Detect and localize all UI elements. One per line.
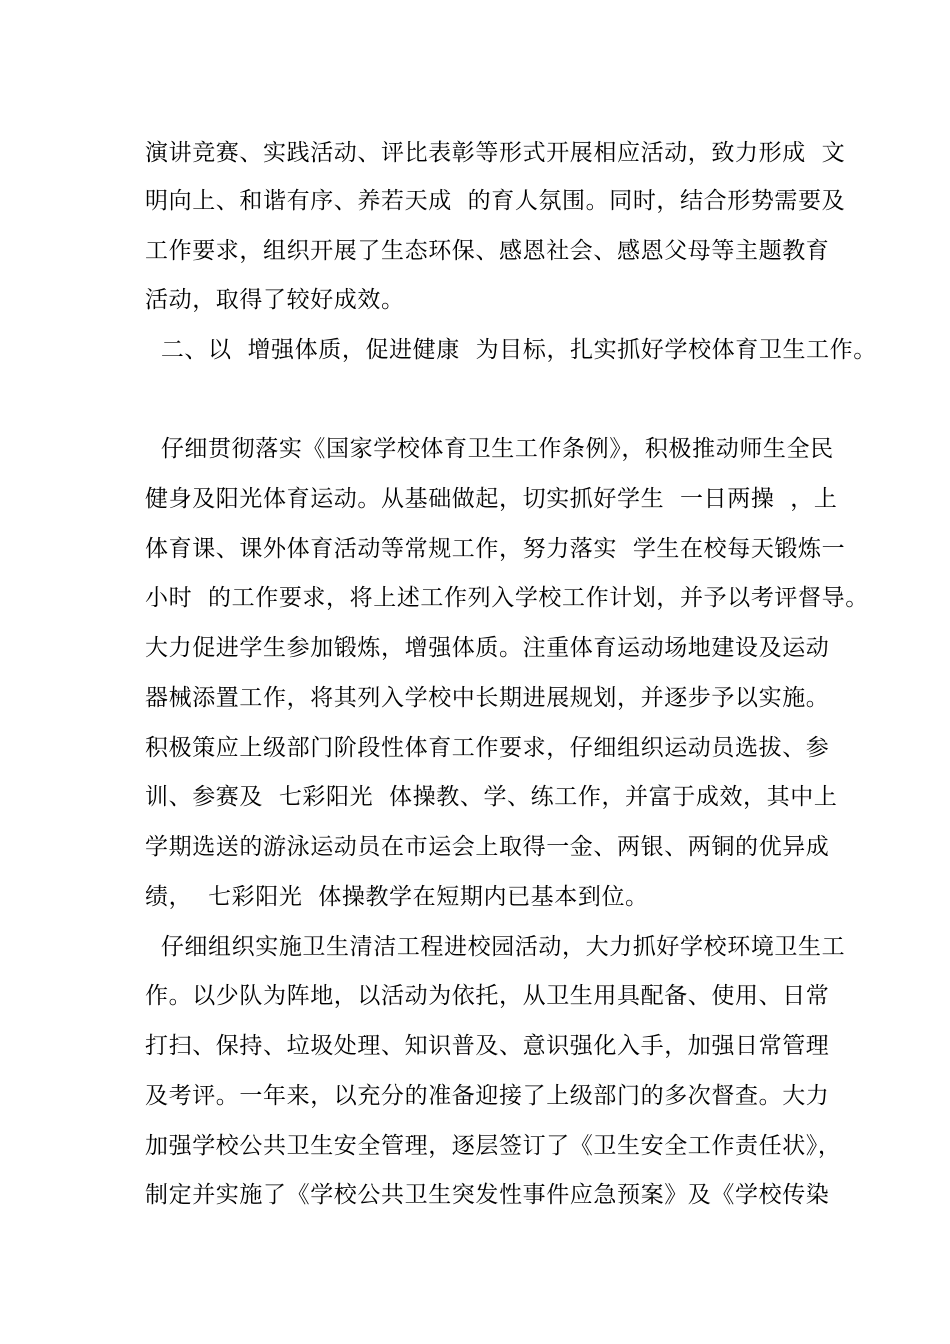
text-line: 作。以少队为阵地，以活动为依托，从卫生用具配备、使用、日常: [145, 983, 830, 1009]
text-line: 绩， 七彩阳光 体操教学在短期内已基本到位。: [145, 884, 649, 910]
text-line: 大力促进学生参加锻炼，增强体质。注重体育运动场地建设及运动: [145, 635, 830, 661]
text-line: 训、参赛及 七彩阳光 体操教、学、练工作，并富于成效，其中上: [145, 784, 838, 810]
text-line: 制定并实施了《学校公共卫生突发性事件应急预案》及《学校传染: [145, 1182, 830, 1208]
section-heading: 二、以 增强体质，促进健康 为目标，扎实抓好学校体育卫生工作。: [145, 337, 877, 363]
text-line: 体育课、课外体育活动等常规工作，努力落实 学生在校每天锻炼一: [145, 536, 846, 562]
text-line: 仔细贯彻落实《国家学校体育卫生工作条例》，积极推动师生全民: [145, 436, 834, 462]
text-line: 打扫、保持、垃圾处理、知识普及、意识强化入手，加强日常管理: [145, 1033, 830, 1059]
text-line: 演讲竞赛、实践活动、评比表彰等形式开展相应活动，致力形成 文: [145, 140, 846, 166]
text-line: 学期选送的游泳运动员在市运会上取得一金、两银、两铜的优异成: [145, 834, 830, 860]
text-line: 工作要求，组织开展了生态环保、感恩社会、感恩父母等主题教育: [145, 238, 830, 264]
text-line: 仔细组织实施卫生清洁工程进校园活动，大力抓好学校环境卫生工: [145, 934, 846, 960]
text-line: 明向上、和谐有序、养若天成 的育人氛围。同时，结合形势需要及: [145, 188, 846, 214]
text-line: 加强学校公共卫生安全管理，逐层签订了《卫生安全工作责任状》，: [145, 1133, 842, 1159]
text-line: 健身及阳光体育运动。从基础做起，切实抓好学生 一日两操 ，上: [145, 486, 838, 512]
text-line: 及考评。一年来，以充分的准备迎接了上级部门的多次督查。大力: [145, 1083, 830, 1109]
text-line: 小时 的工作要求，将上述工作列入学校工作计划，并予以考评督导。: [145, 585, 869, 611]
text-line: 积极策应上级部门阶段性体育工作要求，仔细组织运动员选拔、参: [145, 735, 830, 761]
text-line: 器械添置工作，将其列入学校中长期进展规划，并逐步予以实施。: [145, 685, 830, 711]
text-line: 活动，取得了较好成效。: [145, 287, 405, 313]
